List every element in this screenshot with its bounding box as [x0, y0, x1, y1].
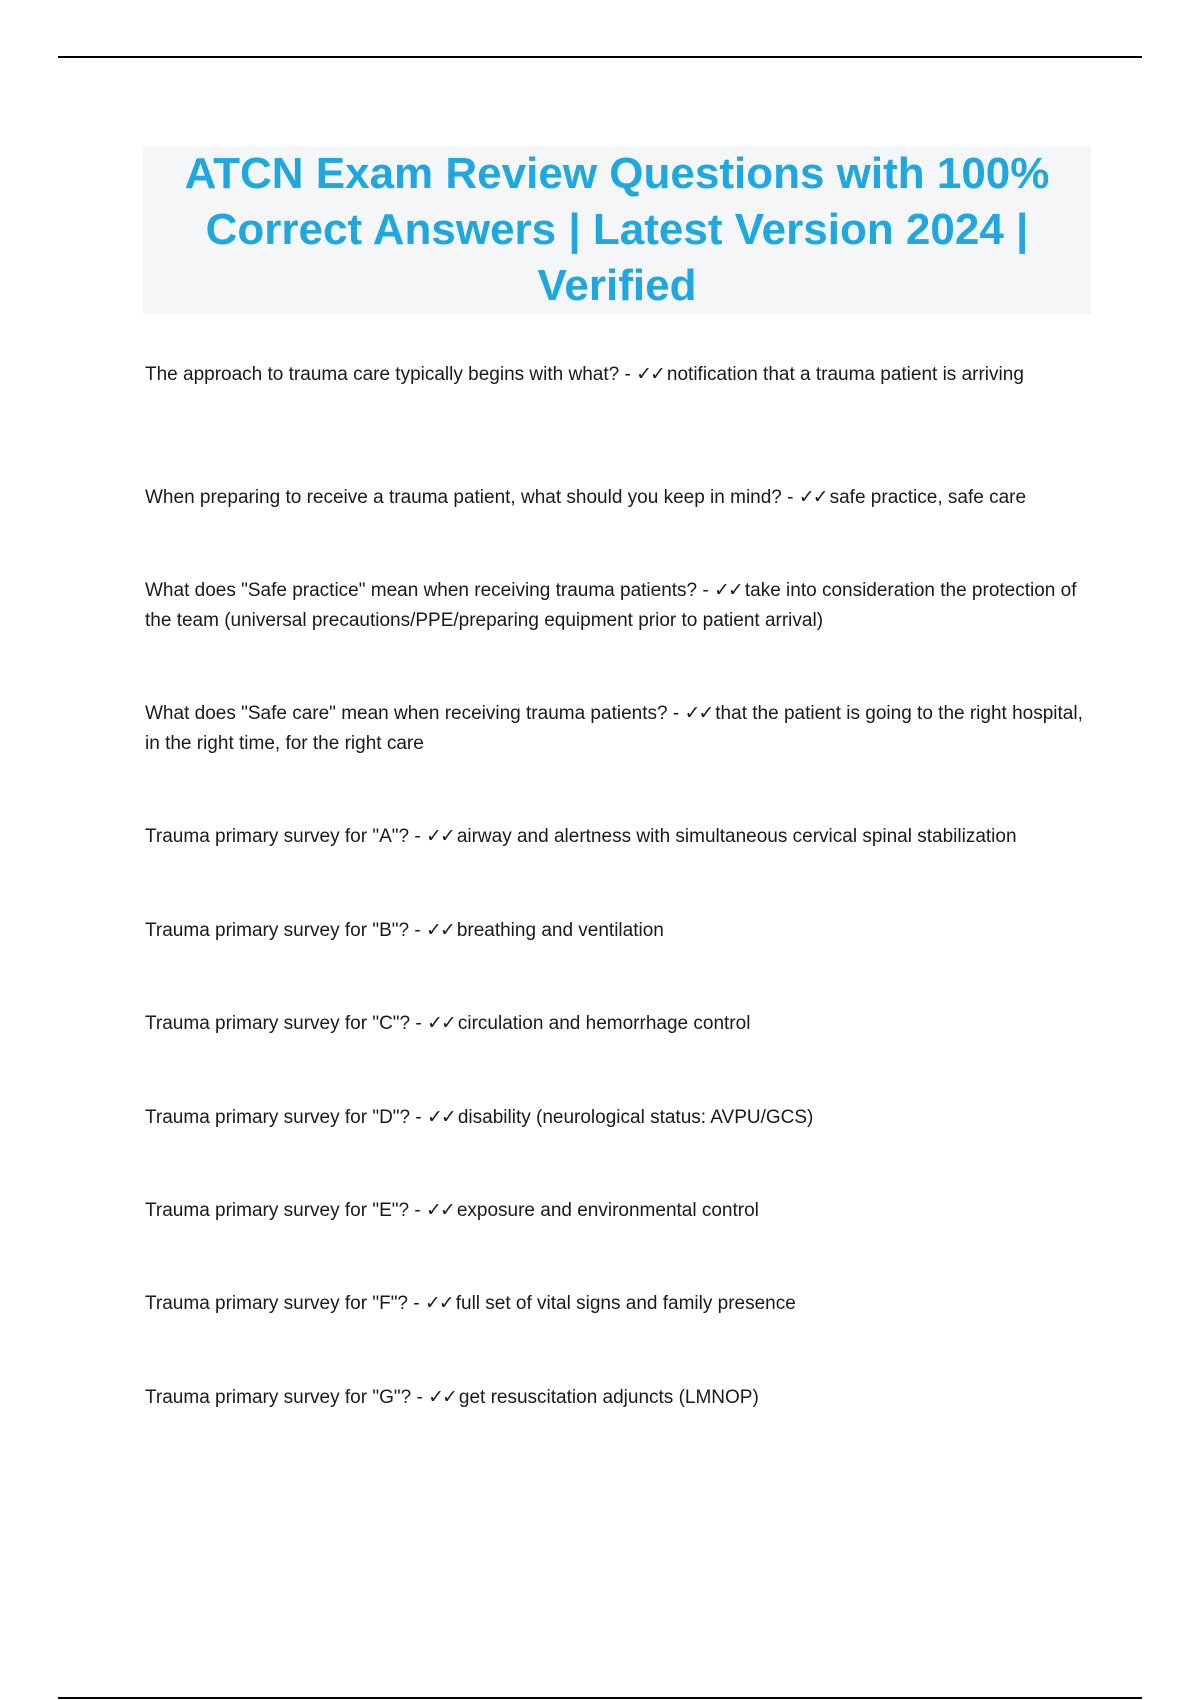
qa-answer: exposure and environmental control: [456, 1200, 759, 1221]
qa-answer: circulation and hemorrhage control: [457, 1013, 751, 1034]
qa-answer: full set of vital signs and family presence: [455, 1293, 796, 1314]
qa-item: [145, 483, 1095, 513]
double-check-icon: ✓✓: [427, 1013, 455, 1034]
qa-item: [145, 360, 1095, 390]
qa-question: What does "Safe care" mean when receiving trauma patients? -: [145, 703, 685, 724]
qa-question: Trauma primary survey for "A"? -: [145, 826, 426, 847]
double-check-icon: ✓✓: [425, 1200, 454, 1221]
qa-item: [145, 699, 1095, 759]
double-check-icon: ✓✓: [425, 826, 454, 847]
qa-answer: airway and alertness with simultaneous cervical spinal stabilization: [456, 826, 1017, 847]
double-check-icon: ✓✓: [428, 1387, 456, 1408]
double-check-icon: ✓✓: [425, 920, 454, 941]
title-banner: [143, 146, 1091, 314]
double-check-icon: ✓✓: [636, 364, 664, 385]
qa-item: [145, 1103, 1095, 1133]
qa-item: [145, 1009, 1095, 1039]
qa-answer: notification that a trauma patient is arriving: [666, 364, 1024, 385]
qa-answer: that the patient is going to the right hospital, in the right time, for the right care: [145, 703, 1083, 754]
qa-question: Trauma primary survey for "B"? -: [145, 920, 426, 941]
qa-question: Trauma primary survey for "F"? -: [145, 1293, 425, 1314]
qa-item: [145, 1383, 1095, 1413]
double-check-icon: ✓✓: [798, 487, 827, 508]
qa-answer: get resuscitation adjuncts (LMNOP): [458, 1387, 759, 1408]
qa-item: [145, 1289, 1095, 1319]
qa-question: The approach to trauma care typically begins with what? -: [145, 364, 637, 385]
double-check-icon: ✓✓: [427, 1107, 455, 1128]
qa-item: [145, 822, 1095, 852]
qa-answer: breathing and ventilation: [456, 920, 664, 941]
qa-question: Trauma primary survey for "D"? -: [145, 1107, 428, 1128]
bottom-divider: [58, 1697, 1142, 1699]
qa-question: Trauma primary survey for "G"? -: [145, 1387, 429, 1408]
top-divider: [58, 56, 1142, 58]
qa-answer: safe practice, safe care: [829, 487, 1027, 508]
qa-answer: take into consideration the protection of the team (universal precautions/PPE/preparing equipment prior to patient arrival): [145, 580, 1077, 631]
qa-question: When preparing to receive a trauma patient, what should you keep in mind? -: [145, 487, 799, 508]
double-check-icon: ✓✓: [684, 703, 713, 724]
double-check-icon: ✓✓: [424, 1293, 453, 1314]
double-check-icon: ✓✓: [714, 580, 742, 601]
qa-item: [145, 1196, 1095, 1226]
qa-question: What does "Safe practice" mean when receiving trauma patients? -: [145, 580, 714, 601]
document-title: ATCN Exam Review Questions with 100% Correct Answers | Latest Version 2024 | Verified: [184, 149, 1050, 310]
qa-answer: disability (neurological status: AVPU/GCS): [457, 1107, 814, 1128]
qa-question: Trauma primary survey for "E"? -: [145, 1200, 426, 1221]
qa-question: Trauma primary survey for "C"? -: [145, 1013, 428, 1034]
qa-item: [145, 916, 1095, 946]
qa-item: [145, 576, 1095, 636]
